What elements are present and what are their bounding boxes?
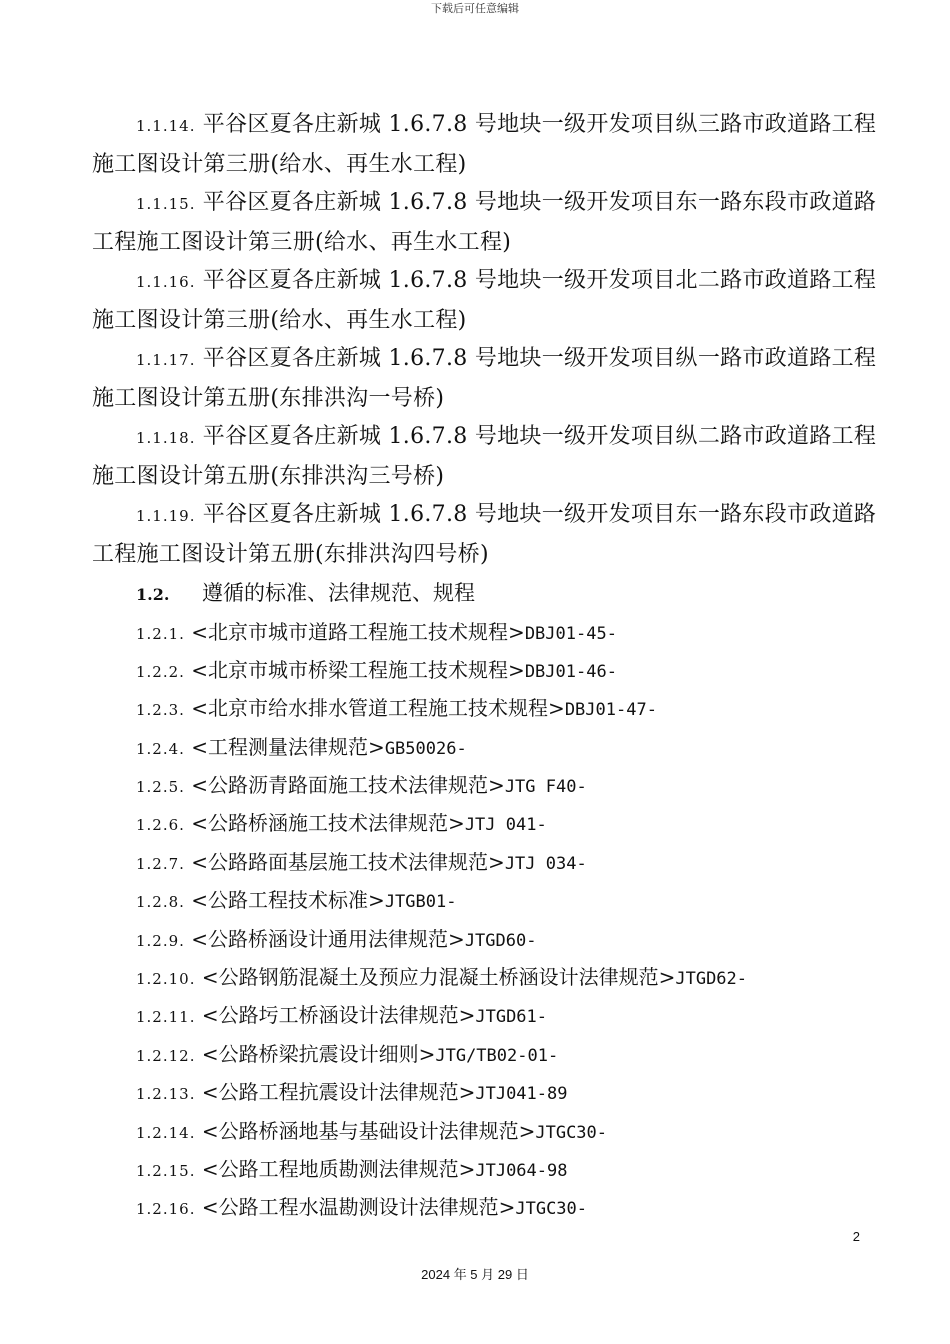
item-number: 1.2.9. [136,931,185,950]
list-item [92,958,882,996]
clause-number: 1.1.15. [136,195,196,213]
list-item [92,1035,882,1073]
item-code: JTJ041-89 [475,1084,568,1105]
header-note: 下载后可任意编辑 [431,2,519,15]
list-item [92,1073,882,1111]
list-item [92,689,882,727]
list-item [92,996,882,1034]
paragraph-1-1-15 [92,184,882,262]
section-title: 遵循的标准、法律规范、规程 [202,581,475,605]
item-code: DBJ01-47- [564,700,657,721]
item-code: JTGD60- [464,930,537,951]
item-title: <公路桥梁抗震设计细则> [201,1041,436,1066]
item-title: <北京市给水排水管道工程施工技术规程> [191,696,565,721]
item-title: <工程测量法律规范> [191,734,385,759]
section-heading [92,574,882,613]
item-number: 1.2.12. [136,1046,196,1065]
item-number: 1.2.3. [136,701,185,720]
item-title: <公路钢筋混凝土及预应力混凝土桥涵设计法律规范> [201,965,676,990]
list-item [92,766,882,804]
item-title: <公路桥涵设计通用法律规范> [191,926,465,951]
clause-text: 平谷区夏各庄新城 1.6.7.8 号地块一级开发项目北二路市政道路工程施工图设计第三册(给水、再生水工程) [92,268,877,333]
paragraph-1-1-17 [92,340,882,418]
item-code: JTJ064-98 [475,1160,568,1181]
clause-number: 1.1.18. [136,429,196,447]
list-item [92,920,882,958]
item-code: JTG/TB02-01- [435,1045,559,1066]
item-number: 1.2.10. [136,970,196,989]
item-number: 1.2.13. [136,1085,196,1104]
item-code: JTGC30- [515,1199,588,1220]
item-title: <公路工程技术标准> [191,888,385,913]
document-body [92,106,882,1227]
list-item [92,728,882,766]
clause-number: 1.1.14. [136,117,196,135]
clause-text: 平谷区夏各庄新城 1.6.7.8 号地块一级开发项目东一路东段市政道路工程施工图设计第五册(东排洪沟四号桥) [92,502,877,567]
item-number: 1.2.16. [136,1200,196,1219]
clause-number: 1.1.16. [136,273,196,291]
footer-date: 2024 年 5 月 29 日 [421,1267,529,1282]
item-code: JTG F40- [504,777,587,798]
item-code: DBJ01-46- [524,661,617,682]
item-number: 1.2.8. [136,893,185,912]
item-code: JTGC30- [535,1122,608,1143]
list-item [92,843,882,881]
page-number: 2 [852,1229,860,1244]
item-code: GB50026- [384,738,467,759]
paragraph-1-1-19 [92,496,882,574]
list-item [92,1188,882,1226]
item-number: 1.2.5. [136,778,185,797]
clause-text: 平谷区夏各庄新城 1.6.7.8 号地块一级开发项目纵一路市政道路工程施工图设计第五册(东排洪沟一号桥) [92,346,877,411]
clause-number: 1.1.19. [136,507,196,525]
item-title: <公路桥涵施工技术法律规范> [191,811,465,836]
item-code: JTGD62- [675,969,748,990]
item-number: 1.2.6. [136,816,185,835]
item-title: <北京市城市桥梁工程施工技术规程> [191,657,525,682]
item-number: 1.2.7. [136,854,185,873]
paragraph-1-1-18 [92,418,882,496]
list-item [92,1112,882,1150]
item-title: <公路工程地质勘测法律规范> [201,1156,476,1181]
item-code: JTGB01- [384,892,457,913]
item-title: <公路圬工桥涵设计法律规范> [201,1003,476,1028]
item-number: 1.2.1. [136,624,185,643]
list-item [92,613,882,651]
item-number: 1.2.15. [136,1161,196,1180]
list-item [92,651,882,689]
item-number: 1.2.11. [136,1008,196,1027]
list-item [92,804,882,842]
paragraph-1-1-14 [92,106,882,184]
item-number: 1.2.14. [136,1123,196,1142]
clause-number: 1.1.17. [136,351,196,369]
clause-text: 平谷区夏各庄新城 1.6.7.8 号地块一级开发项目纵三路市政道路工程施工图设计第三册(给水、再生水工程) [92,112,877,177]
item-number: 1.2.4. [136,739,185,758]
item-code: JTGD61- [475,1007,548,1028]
item-code: DBJ01-45- [524,623,617,644]
item-code: JTJ 041- [464,815,547,836]
paragraph-1-1-16 [92,262,882,340]
clause-text: 平谷区夏各庄新城 1.6.7.8 号地块一级开发项目纵二路市政道路工程施工图设计第五册(东排洪沟三号桥) [92,424,877,489]
list-item [92,881,882,919]
item-number: 1.2.2. [136,662,185,681]
item-title: <公路工程抗震设计法律规范> [201,1080,476,1105]
item-title: <北京市城市道路工程施工技术规程> [191,619,525,644]
item-title: <公路沥青路面施工技术法律规范> [191,773,505,798]
list-item [92,1150,882,1188]
item-code: JTJ 034- [504,853,587,874]
item-title: <公路工程水温勘测设计法律规范> [201,1195,516,1220]
item-title: <公路路面基层施工技术法律规范> [191,849,505,874]
section-number: 1.2. [136,585,170,604]
clause-text: 平谷区夏各庄新城 1.6.7.8 号地块一级开发项目东一路东段市政道路工程施工图设计第三册(给水、再生水工程) [92,190,877,255]
item-title: <公路桥涵地基与基础设计法律规范> [201,1118,536,1143]
